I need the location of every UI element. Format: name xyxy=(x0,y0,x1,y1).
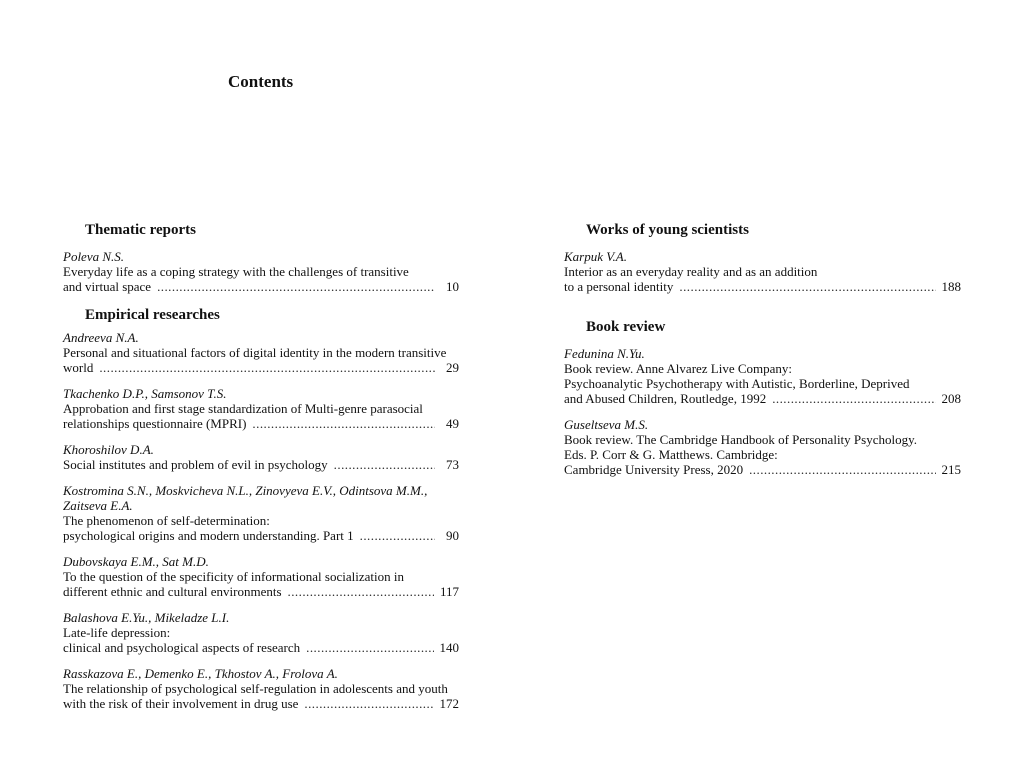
left-column xyxy=(63,220,459,711)
entry-last-line xyxy=(63,279,459,294)
entry-author: Dubovskaya E.M., Sat M.D. xyxy=(63,554,209,569)
entry-title-line: Psychoanalytic Psychotherapy with Autistic, Borderline, Deprived xyxy=(564,376,910,391)
entry-author: Khoroshilov D.A. xyxy=(63,442,154,457)
entry-title-end: world xyxy=(63,360,94,375)
toc-entry[interactable] xyxy=(63,386,459,431)
page-number: 140 xyxy=(439,640,459,655)
toc-entry[interactable] xyxy=(63,249,459,294)
section-heading-empirical-researches: Empirical researches xyxy=(85,307,220,323)
entry-title-line: Late-life depression: xyxy=(63,625,171,640)
page-number: 208 xyxy=(941,391,961,406)
leader-dots xyxy=(304,696,433,711)
entry-author: Rasskazova E., Demenko E., Tkhostov A., Frolova A. xyxy=(63,666,338,681)
entry-last-line xyxy=(63,528,459,543)
page-number: 49 xyxy=(446,416,459,431)
entry-title-line: Everyday life as a coping strategy with the challenges of transitive xyxy=(63,264,409,279)
entry-author: Karpuk V.A. xyxy=(564,249,627,264)
leader-dots xyxy=(679,279,935,294)
section-heading-book-review: Book review xyxy=(586,319,666,335)
toc-entry[interactable] xyxy=(63,554,459,599)
entry-title-end: clinical and psychological aspects of research xyxy=(63,640,301,655)
entry-last-line xyxy=(63,457,459,472)
entry-author: Poleva N.S. xyxy=(63,249,125,264)
entry-title-end: psychological origins and modern understanding. Part 1 xyxy=(63,528,354,543)
section-heading-thematic-reports: Thematic reports xyxy=(85,222,196,238)
page-number: 188 xyxy=(941,279,961,294)
entry-title-end: relationships questionnaire (MPRI) xyxy=(63,416,247,431)
page-number: 215 xyxy=(941,462,961,477)
entry-title-line: Book review. Anne Alvarez Live Company: xyxy=(564,361,793,376)
entry-title-end: Cambridge University Press, 2020 xyxy=(564,462,744,477)
entry-author-continued: Zaitseva E.A. xyxy=(63,498,133,513)
entry-author: Andreeva N.A. xyxy=(63,330,139,345)
page-title: Contents xyxy=(228,72,294,91)
leader-dots xyxy=(306,640,433,655)
toc-entry[interactable] xyxy=(63,610,459,655)
entry-last-line xyxy=(63,584,459,599)
entry-last-line xyxy=(63,360,459,375)
entry-title-end: and Abused Children, Routledge, 1992 xyxy=(564,391,767,406)
entry-author: Guseltseva M.S. xyxy=(564,417,649,432)
leader-dots xyxy=(252,416,435,431)
entry-title-line: Interior as an everyday reality and as an addition xyxy=(564,264,818,279)
toc-entry[interactable] xyxy=(564,249,961,294)
entry-author: Balashova E.Yu., Mikeladze L.I. xyxy=(63,610,230,625)
entry-last-line xyxy=(63,416,459,431)
entry-title-end: and virtual space xyxy=(63,279,152,294)
entry-last-line xyxy=(564,279,961,294)
section-heading-works-of-young-scientists: Works of young scientists xyxy=(586,222,749,238)
leader-dots xyxy=(99,360,435,375)
entry-last-line xyxy=(564,462,961,477)
leader-dots xyxy=(288,584,434,599)
page-number: 117 xyxy=(439,584,459,599)
toc-entry[interactable] xyxy=(564,417,961,477)
entry-last-line xyxy=(63,640,459,655)
toc-entry[interactable] xyxy=(63,330,459,375)
entry-title-line: Eds. P. Corr & G. Matthews. Cambridge: xyxy=(564,447,778,462)
entry-last-line xyxy=(564,391,961,406)
page-number: 172 xyxy=(439,696,459,711)
entry-last-line xyxy=(63,696,459,711)
entry-author: Kostromina S.N., Moskvicheva N.L., Zinovyeva E.V., Odintsova M.M., xyxy=(63,483,428,498)
leader-dots xyxy=(157,279,435,294)
entry-author: Fedunina N.Yu. xyxy=(564,346,645,361)
leader-dots xyxy=(772,391,935,406)
entry-title-line: The phenomenon of self-determination: xyxy=(63,513,270,528)
page-number: 29 xyxy=(446,360,459,375)
entry-title-line: Book review. The Cambridge Handbook of Personality Psychology. xyxy=(564,432,917,447)
entry-author: Tkachenko D.P., Samsonov T.S. xyxy=(63,386,227,401)
page-number: 10 xyxy=(446,279,459,294)
leader-dots xyxy=(334,457,435,472)
toc-entry[interactable] xyxy=(63,666,459,711)
entry-title-line: The relationship of psychological self-regulation in adolescents and youth xyxy=(63,681,448,696)
toc-entry[interactable] xyxy=(63,483,459,543)
entry-title-end: with the risk of their involvement in drug use xyxy=(63,696,299,711)
right-column xyxy=(564,220,961,477)
toc-entry[interactable] xyxy=(564,346,961,406)
entry-title-end: Social institutes and problem of evil in psychology xyxy=(63,457,328,472)
entry-title-line: To the question of the specificity of informational socialization in xyxy=(63,569,404,584)
entry-title-line: Personal and situational factors of digital identity in the modern transitive xyxy=(63,345,447,360)
page-number: 73 xyxy=(446,457,459,472)
toc-entry[interactable] xyxy=(63,442,459,472)
leader-dots xyxy=(360,528,435,543)
entry-title-end: to a personal identity xyxy=(564,279,674,294)
entry-title-line: Approbation and first stage standardization of Multi-genre parasocial xyxy=(63,401,423,416)
page-number: 90 xyxy=(446,528,459,543)
leader-dots xyxy=(749,462,935,477)
entry-title-end: different ethnic and cultural environments xyxy=(63,584,282,599)
